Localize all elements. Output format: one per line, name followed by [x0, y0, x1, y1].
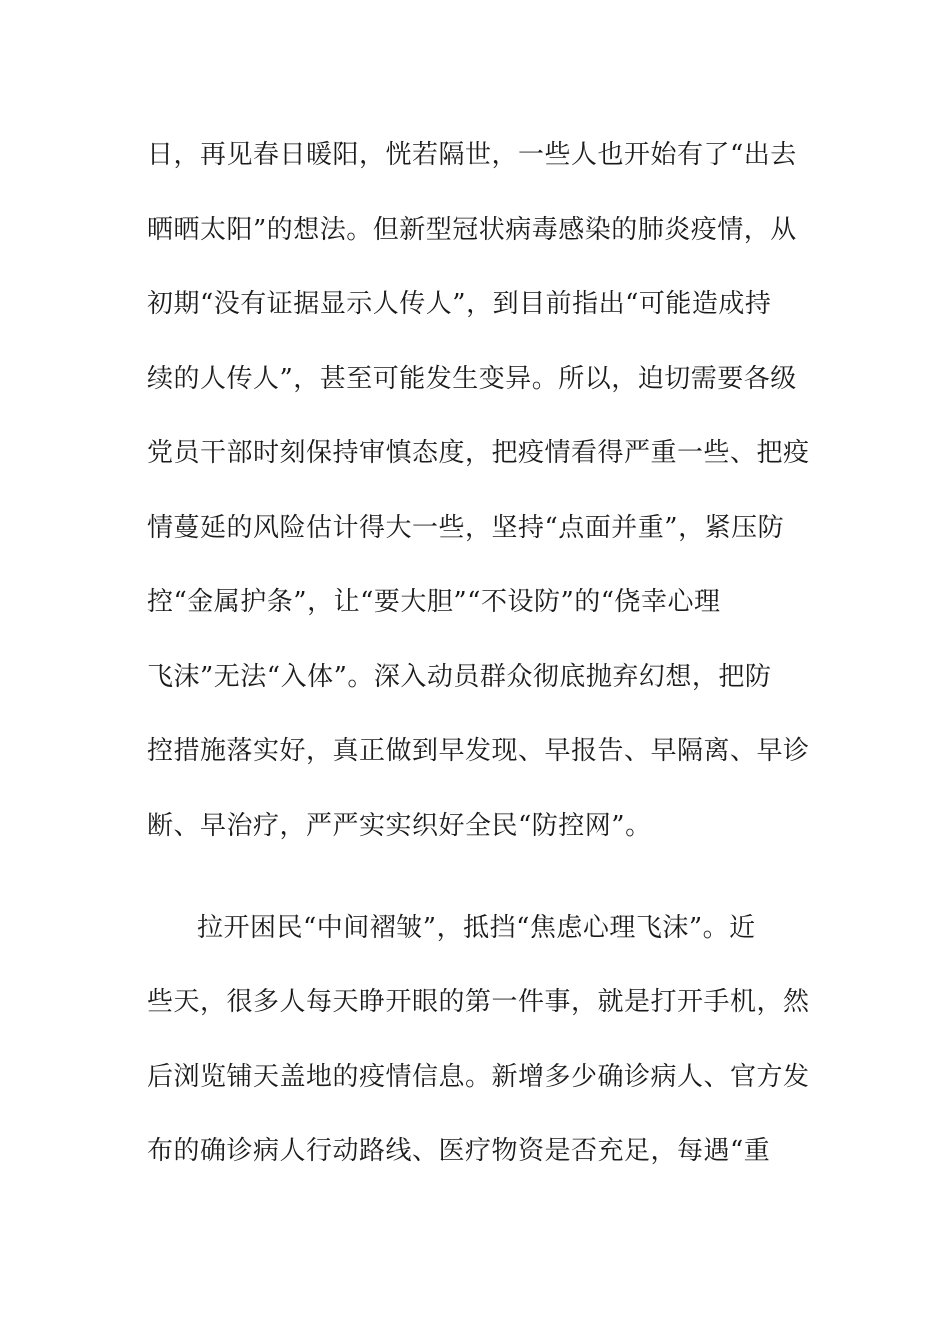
text-line: 控措施落实好，真正做到早发现、早报告、早隔离、早诊 [147, 736, 810, 766]
text-line: 情蔓延的风险估计得大一些，坚持“点面并重”，紧压防 [147, 513, 785, 543]
text-line: 布的确诊病人行动路线、医疗物资是否充足，每遇“重 [147, 1136, 771, 1166]
text-line: 初期“没有证据显示人传人”，到目前指出“可能造成持 [147, 289, 772, 319]
text-line: 日，再见春日暖阳，恍若隔世，一些人也开始有了“出去 [147, 140, 797, 170]
text-line: 飞沫”无法“入体”。深入动员群众彻底抛弃幻想，把防 [147, 662, 772, 692]
text-line: 后浏览铺天盖地的疫情信息。新增多少确诊病人、官方发 [147, 1062, 810, 1092]
text-line: 控“金属护条”，让“要大胆”“不设防”的“侥幸心理 [147, 587, 721, 617]
text-line: 党员干部时刻保持审慎态度，把疫情看得严重一些、把疫 [147, 438, 810, 468]
text-line: 断、早治疗，严严实实织好全民“防控网”。 [147, 811, 652, 841]
text-line: 些天，很多人每天睁开眼的第一件事，就是打开手机，然 [147, 987, 810, 1017]
paragraph-first-line: 拉开困民“中间褶皱”，抵挡“焦虑心理飞沫”。近 [197, 913, 756, 943]
text-line: 晒晒太阳”的想法。但新型冠状病毒感染的肺炎疫情，从 [147, 215, 797, 245]
text-line: 续的人传人”，甚至可能发生变异。所以，迫切需要各级 [147, 364, 797, 394]
